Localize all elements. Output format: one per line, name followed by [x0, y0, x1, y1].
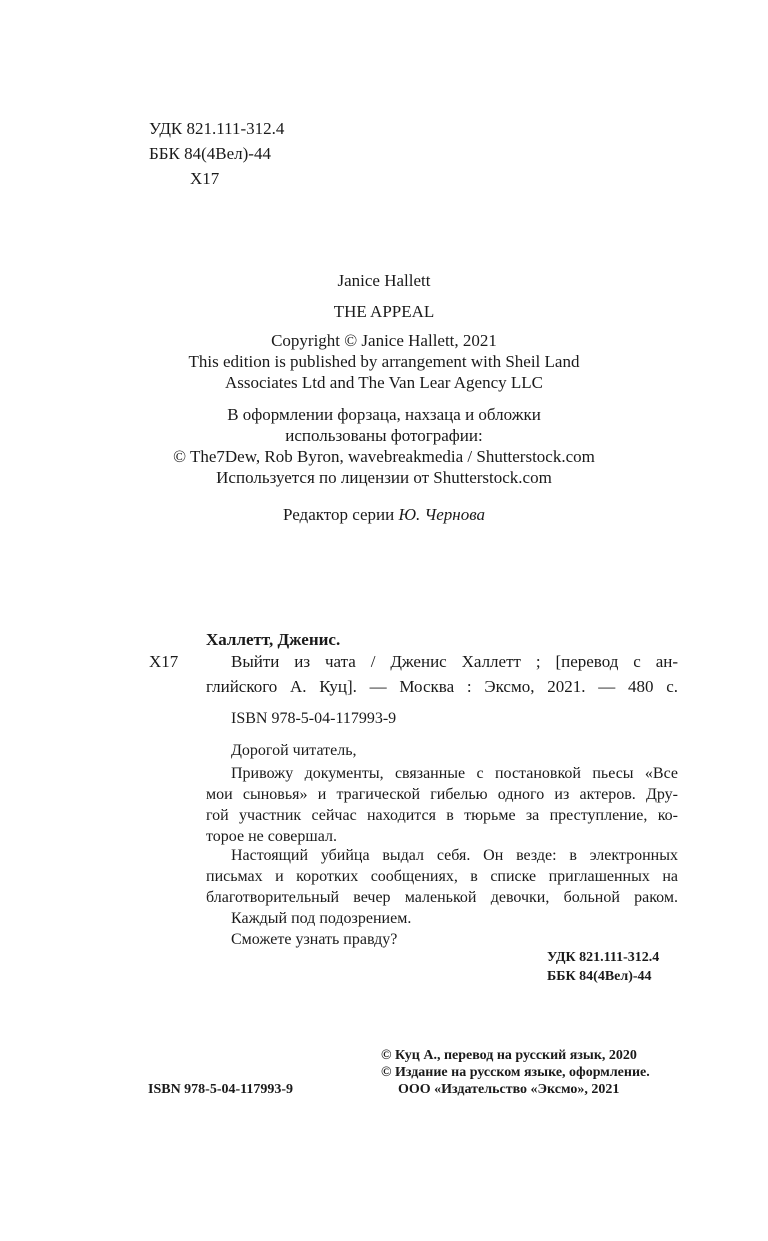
original-author: Janice Hallett — [337, 271, 431, 290]
copyright-edition: © Издание на русском языке, оформление. — [381, 1065, 650, 1080]
udk-code: УДК 821.111-312.4 — [149, 119, 285, 138]
series-editor — [0, 504, 768, 525]
annotation-line: Сможете узнать правду? — [231, 931, 398, 948]
catalog-desc-line-1: Выйти из чата / Дженис Халлетт ; [перевод с ан- — [231, 652, 678, 671]
annotation-line: торое не совершал. — [206, 828, 337, 845]
copyright-line: Copyright © Janice Hallett, 2021 — [271, 331, 497, 350]
footer-isbn: ISBN 978-5-04-117993-9 — [148, 1082, 294, 1097]
catalog-desc-line-2: глийского А. Куц]. — Москва : Эксмо, 2021. — 480 с. — [206, 677, 678, 696]
bbk-code: ББК 84(4Вел)-44 — [149, 144, 271, 163]
annotation-line: мои сыновья» и трагической гибелью одного из актеров. Дру- — [206, 786, 678, 803]
edition-line-2: Associates Ltd and The Van Lear Agency LLC — [224, 373, 544, 392]
annotation-line: Каждый под подозрением. — [231, 910, 412, 927]
photo-credits-line-4: Используется по лицензии от Shutterstock.com — [216, 468, 552, 487]
author-mark: Х17 — [190, 169, 220, 188]
catalog-heading: Халлетт, Дженис. — [206, 630, 341, 649]
copyright-translation: © Куц А., перевод на русский язык, 2020 — [381, 1048, 637, 1063]
annotation-line: Настоящий убийца выдал себя. Он везде: в электронных — [231, 847, 678, 864]
series-editor-label: Редактор серии — [283, 505, 395, 524]
udk-code-right: УДК 821.111-312.4 — [547, 950, 660, 965]
publisher-copyright: ООО «Издательство «Эксмо», 2021 — [398, 1082, 620, 1097]
photo-credits-line-3: © The7Dew, Rob Byron, wavebreakmedia / Shutterstock.com — [173, 447, 595, 466]
annotation-line: Дорогой читатель, — [231, 742, 357, 759]
edition-line-1: This edition is published by arrangement with Sheil Land — [188, 352, 580, 371]
original-title: THE APPEAL — [333, 302, 435, 321]
catalog-mark: Х17 — [149, 652, 179, 671]
bbk-code-right: ББК 84(4Вел)-44 — [547, 969, 652, 984]
catalog-isbn: ISBN 978-5-04-117993-9 — [231, 710, 397, 727]
annotation-line: гой участник сейчас находится в тюрьме за преступление, ко- — [206, 807, 678, 824]
annotation-line: письмах и коротких сообщениях, в списке приглашенных на — [206, 868, 678, 885]
photo-credits-line-1: В оформлении форзаца, нахзаца и обложки — [227, 405, 541, 424]
series-editor-name: Ю. Чернова — [398, 505, 485, 524]
annotation-line: Привожу документы, связанные с постановкой пьесы «Все — [231, 765, 678, 782]
photo-credits-line-2: использованы фотографии: — [285, 426, 483, 445]
annotation-line: благотворительный вечер маленькой девочки, больной раком. — [206, 889, 678, 906]
